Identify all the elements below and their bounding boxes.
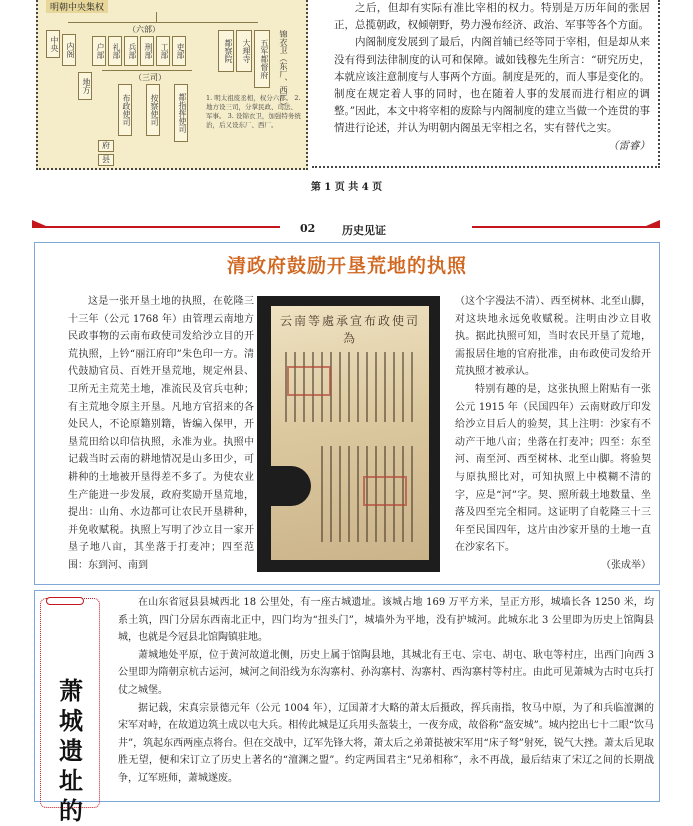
- title-char: 遗: [59, 736, 83, 765]
- diagram-connector: [102, 70, 192, 71]
- header-rule-left: [32, 226, 280, 228]
- diagram-box-court: 大理寺: [236, 30, 252, 72]
- diagram-connector: [68, 22, 258, 23]
- page-indicator: 第 1 页 共 4 页: [310, 182, 383, 193]
- paragraph: 据记载，宋真宗景德元年（公元 1004 年），辽国萧才大略的萧太后摄政，挥兵南指，牧马中原，为了和兵临澶渊的宋军对峙，在故道边筑土成以屯大兵。相传此城是辽兵用头盔装土，一夜夯成，故俗称“盔安城”。城内挖出七十二眼“饮马井”，筑起东西两座点将台。但在交战中，辽军先锋大将，萧太后之弟萧挞被宋军用“床子弩”射死，锐气大挫。萧太后见取胜无望，便和宋订立了历史上著名的“澶渊之盟”。约定两国君主“兄弟相称”，永不再战，最后结束了宋辽之间的长期战争，辽军班师，萧城遂废。: [118, 702, 654, 784]
- diagram-box-judicial: 按察使司: [146, 84, 160, 136]
- title-char: 址: [59, 766, 83, 795]
- paragraph: 萧城地处平原，位于黄河故道北侧，历史上属于馆陶县地，其城北有王屯、宗屯、胡屯、耿屯等村庄，出西门向西 3 公里即为隋朝京杭古运河，城河之间沿线为东沟寨村、孙沟寨村、沟寨村、西沟寨村等村庄。由此可见萧城为古时屯兵打仗之城堡。: [118, 649, 654, 696]
- diagram-box-ministry: 工部: [156, 36, 170, 66]
- section-number: 02: [300, 222, 316, 235]
- diagram-box-military: 都指挥使司: [174, 84, 188, 142]
- article-right-column: [455, 293, 651, 583]
- diagram-box-military-office: 五军都督府: [254, 30, 270, 88]
- diagram-box-ministry: 礼部: [108, 36, 122, 66]
- seal-stamp: [287, 366, 331, 396]
- diagram-box-ministry: 刑部: [140, 36, 154, 66]
- diagram-side-label: 锦衣卫（东厂、西厂）: [279, 30, 288, 110]
- paragraph: 之后，但却有实际有准比宰相的权力。特别是万历年间的张居正，总揽朝政，权倾朝野，势力漫布经济、政治、军事等各个方面。: [334, 2, 650, 32]
- diagram-box-local: 地方: [78, 72, 92, 100]
- diagram-box-cabinet: 内阁: [62, 34, 76, 66]
- paragraph: 内阁制度发展到了最后，内阁首辅已经等同于宰相，但是却从来没有得到法律制度的认可和保障。诚如钱穆先生所言：“研究历史，本就应该注意制度与人事两个方面。制度是死的，而人事是变化的。制度在规定着人事的同时，也在随着人事的发展而进行相应的调整。”因此，本文中将宰相的废除与内阁制度的建立当做一个连贯的事情进行论述，并认为明朝内阁虽无宰相之名，实有替代之实。: [334, 36, 650, 135]
- license-header-text: 云南等處承宣布政使司為: [279, 314, 420, 344]
- diagram-title: 明朝中央集权: [46, 0, 108, 13]
- diagram-box-county: 县: [98, 154, 114, 166]
- seal-stamp: [363, 476, 407, 506]
- header-rule-tick: [646, 220, 660, 226]
- section-title: 历史见证: [342, 224, 386, 237]
- paragraph: 特别有趣的是，这张执照上附贴有一张公元 1915 年（民国四年）云南财政厅印发给沙立目后人的验契，其上注明：沙家有不动产干地八亩；坐落在打麦冲；四至：东至河、南至河、西至树林、北至山脚。将验契与原执照比对，可知执照上中模糊不清的字，应是“河”字。契、照所载土地数量、坐落及四至完全相同。这证明了自乾隆三十三年至民国四年，这片由沙家开垦的土地一直在沙家名下。: [455, 383, 651, 554]
- diagram-connector: [156, 12, 157, 22]
- header-rule-right: [472, 226, 660, 228]
- license-document-image: [271, 306, 429, 560]
- top-article-text: [312, 0, 660, 168]
- diagram-notes: 1. 明太祖废丞相，权分六部。 2. 地方设三司，分掌民政、司法、军事。 3. 设锦衣卫，加强特务统治，后又设东厂、西厂。: [206, 94, 301, 129]
- vertical-article-title: [56, 676, 86, 826]
- article-title: 清政府鼓励开垦荒地的执照: [226, 255, 467, 277]
- title-char: 萧: [59, 676, 83, 705]
- diagram-box-ministry: 户部: [92, 36, 106, 66]
- diagram-six-ministries-label: （六部）: [128, 25, 160, 34]
- paragraph: 这是一张开垦土地的执照，在乾隆三十三年（公元 1768 年）由管理云南地方民政事物的云南布政使司发给沙立目的开荒执照，上钤“丽江府印”朱色印一方。清代鼓励官员、百姓开垦荒地，规定州县、卫所无主荒芜土地，准流民及官兵屯种；有主荒地令原主开垦。凡地方官招来的各处民人，不论原籍别籍，皆编入保甲，开垦荒田给以印信执照，永准为业。执照中记载当时云南的耕地情况是山多田少，可耕种的土地被开垦得差不多了。为使农业生产能进一步发展，政府奖励开垦荒地，提出：山角、水边都可让农民开垦耕种，并免收赋税。执照上写明了沙立目一家开垦子地八亩，其坐落于打麦冲；四至范围：东到河、南到: [68, 296, 254, 571]
- land-license-photo: [257, 296, 440, 572]
- diagram-box-central: 中央: [46, 30, 60, 58]
- paragraph: 在山东省冠县县城西北 18 公里处，有一座古城遗址。该城占地 169 万平方米，呈正方形，城墙长各 1250 米，均系土筑，四门分居东西南北正中，四门均为“扭头门”，城墙外为平地，没有护城河。此城东北 3 公里即为历史上馆陶县城，也就是今冠县北馆陶镇驻地。: [118, 597, 654, 644]
- author-signature: （雷睿）: [608, 139, 650, 152]
- title-char: 城: [59, 706, 83, 735]
- paragraph: （这个字漫法不清）、西至树林、北至山脚，对这块地永远免收赋税。注明由沙立目收执。据此执照可知，当时农民开垦了荒地，需报居住地的官府批准，由布政使司发给开荒执照才被承认。: [455, 296, 651, 378]
- diagram-box-admin: 布政使司: [118, 84, 132, 136]
- government-structure-diagram: [36, 0, 308, 170]
- diagram-box-ministry: 吏部: [172, 36, 186, 66]
- side-title-tab: [46, 597, 84, 605]
- header-rule-tick: [32, 220, 46, 226]
- diagram-box-ministry: 兵部: [124, 36, 138, 66]
- diagram-three-offices-label: （三司）: [134, 73, 166, 82]
- diagram-box-censorate: 都察院: [218, 30, 234, 72]
- paper-torn-edge: [271, 466, 311, 506]
- author-signature: （张成举）: [601, 559, 651, 571]
- diagram-box-prefecture: 府: [98, 140, 114, 152]
- article-left-column: [68, 293, 254, 573]
- title-char: 的: [59, 796, 83, 825]
- article-body: [118, 594, 654, 800]
